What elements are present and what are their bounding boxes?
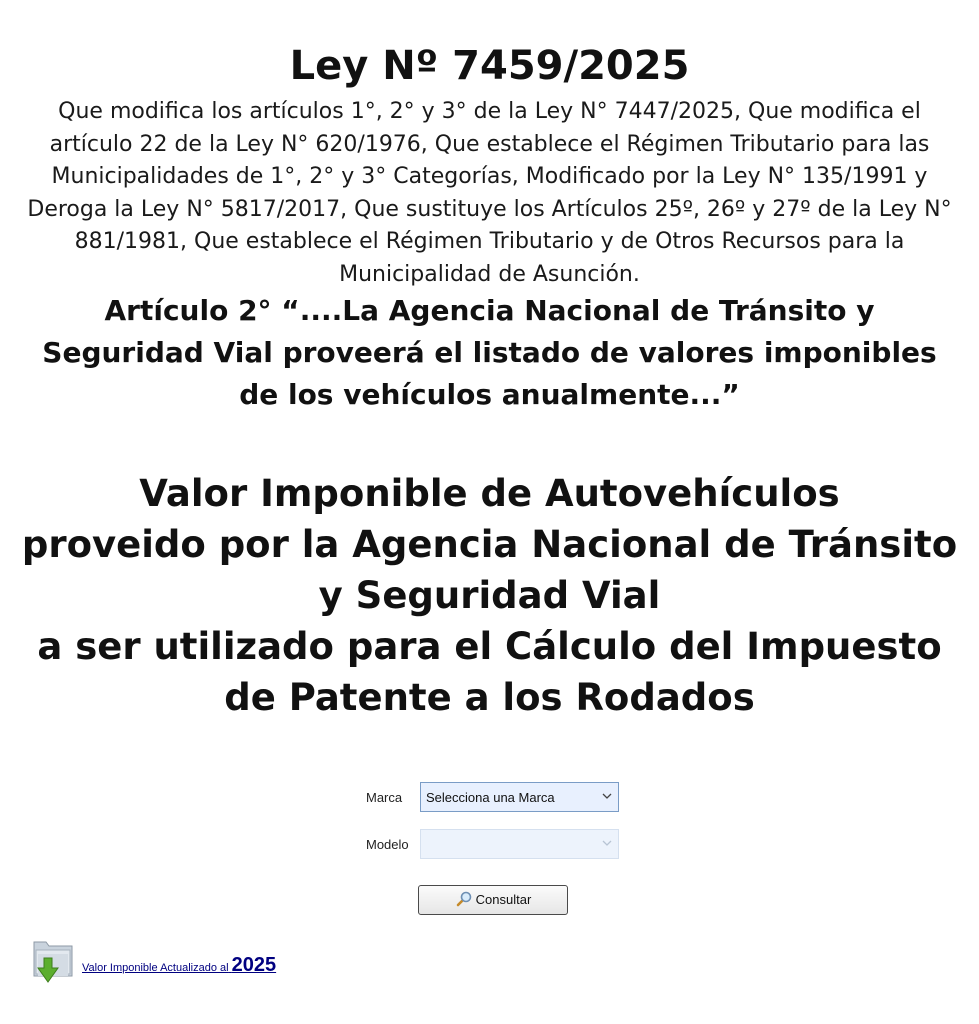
modelo-label: Modelo [366, 837, 409, 852]
main-heading-line-3: a ser utilizado para el Cálculo del Impuesto de Patente a los Rodados [37, 625, 942, 719]
consult-button-label: Consultar [475, 892, 532, 907]
article-quote: Artículo 2° “....La Agencia Nacional de Tránsito y Seguridad Vial proveerá el listado de valores imponibles de los vehículos anualmente...” [42, 294, 937, 411]
main-heading [10, 468, 969, 723]
update-link-text[interactable] [82, 954, 276, 977]
magnifier-icon [455, 890, 473, 908]
modelo-row [0, 829, 979, 861]
chevron-down-icon [602, 838, 612, 848]
main-heading-line-1: Valor Imponible de Autovehículos [139, 472, 840, 515]
folder-download-icon [30, 936, 78, 986]
law-description: Que modifica los artículos 1°, 2° y 3° de la Ley N° 7447/2025, Que modifica el artículo 22 de la Ley N° 620/1976, Que establece el Régimen Tributario para las Municipalidades de 1°, 2° y 3° Categorías, Modificado por la Ley N° 135/1991 y Deroga la Ley N° 5817/2017, Que sustituye los Artículos 25º, 26º y 27º de la Ley N° 881/1981, Que establece el Régimen Tributario y de Otros Recursos para la Municipalidad de Asunción. [27, 99, 952, 287]
chevron-down-icon [602, 791, 612, 801]
update-link[interactable] [30, 936, 350, 990]
marca-select-value: Selecciona una Marca [426, 790, 555, 805]
consult-button[interactable] [418, 885, 568, 915]
marca-label: Marca [366, 790, 403, 805]
update-link-label: Valor Imponible Actualizado al [82, 962, 229, 974]
modelo-select[interactable] [420, 829, 619, 859]
law-title: Ley Nº 7459/2025 [289, 43, 690, 89]
marca-row [0, 782, 979, 814]
update-link-year: 2025 [231, 954, 277, 976]
marca-select[interactable] [420, 782, 619, 812]
main-heading-line-2: proveido por la Agencia Nacional de Tránsito y Seguridad Vial [21, 523, 958, 617]
